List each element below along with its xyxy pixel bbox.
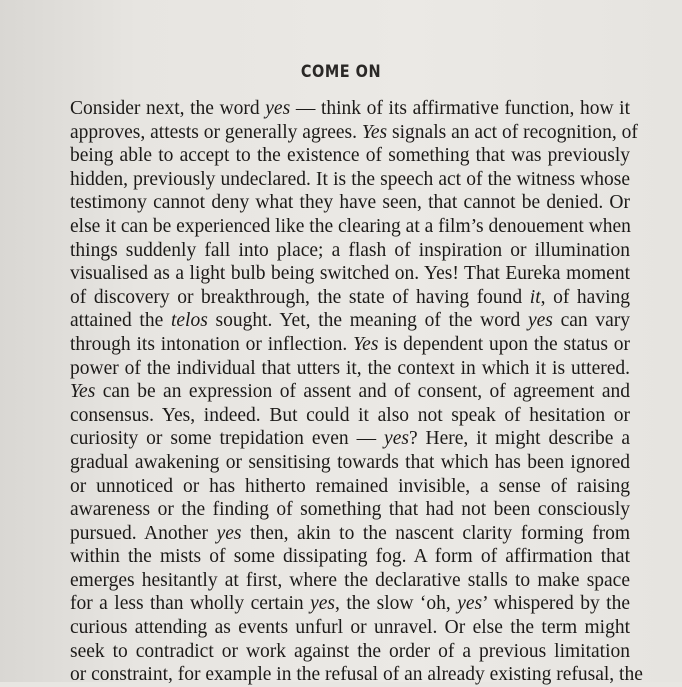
text-line: through its intonation or inflection. Yes is dependent upon the status or xyxy=(70,333,630,355)
text-line: pursued. Another yes then, akin to the nascent clarity forming from xyxy=(70,522,630,544)
text-line: power of the individual that utters it, the context in which it is uttered. xyxy=(70,357,630,379)
text-line: approves, attests or generally agrees. Yes signals an act of recognition, of xyxy=(70,121,638,143)
text-line: within the mists of some dissipating fog. A form of affirmation that xyxy=(70,546,630,568)
text-line: testimony cannot deny what they have seen, that cannot be denied. Or xyxy=(70,192,630,214)
text-line: visualised as a light bulb being switched on. Yes! That Eureka moment xyxy=(70,263,630,285)
text-line: curiosity or some trepidation even — yes? Here, it might describe a xyxy=(70,428,631,450)
body-paragraph xyxy=(70,97,643,687)
text-line: Consider next, the word yes — think of its affirmative function, how it xyxy=(70,98,631,119)
text-line: or unnoticed or has hitherto remained invisible, a sense of raising xyxy=(70,475,630,497)
text-line: gradual awakening or sensitising towards that which has been ignored xyxy=(70,451,630,473)
text-line: emerges hesitantly at first, where the declarative stalls to make space xyxy=(70,569,630,591)
text-line: being able to accept to the existence of something that was previously xyxy=(70,145,630,167)
text-line: curious attending as events unfurl or unravel. Or else the term might xyxy=(70,617,630,639)
text-line: Yes can be an expression of assent and of consent, of agreement and xyxy=(70,381,630,403)
text-line: attained the telos sought. Yet, the meaning of the word yes can vary xyxy=(70,310,630,332)
text-line: things suddenly fall into place; a flash of inspiration or illumination xyxy=(70,239,630,261)
text-line: for a less than wholly certain yes, the slow ‘oh, yes’ whispered by the xyxy=(70,593,630,615)
text-line: of discovery or breakthrough, the state of having found it, of having xyxy=(70,286,630,308)
text-line: awareness or the finding of something that had not been consciously xyxy=(70,499,630,521)
text-line: consensus. Yes, indeed. But could it also not speak of hesitation or xyxy=(70,404,630,426)
text-line: else it can be experienced like the clearing at a film’s denouement when xyxy=(70,215,631,237)
text-line: or constraint, for example in the refusal of an already existing refusal, the xyxy=(70,664,643,686)
text-line: hidden, previously undeclared. It is the speech act of the witness whose xyxy=(70,168,630,190)
text-line: seek to contradict or work against the order of a previous limitation xyxy=(70,640,630,662)
chapter-heading: COME ON xyxy=(300,62,382,82)
